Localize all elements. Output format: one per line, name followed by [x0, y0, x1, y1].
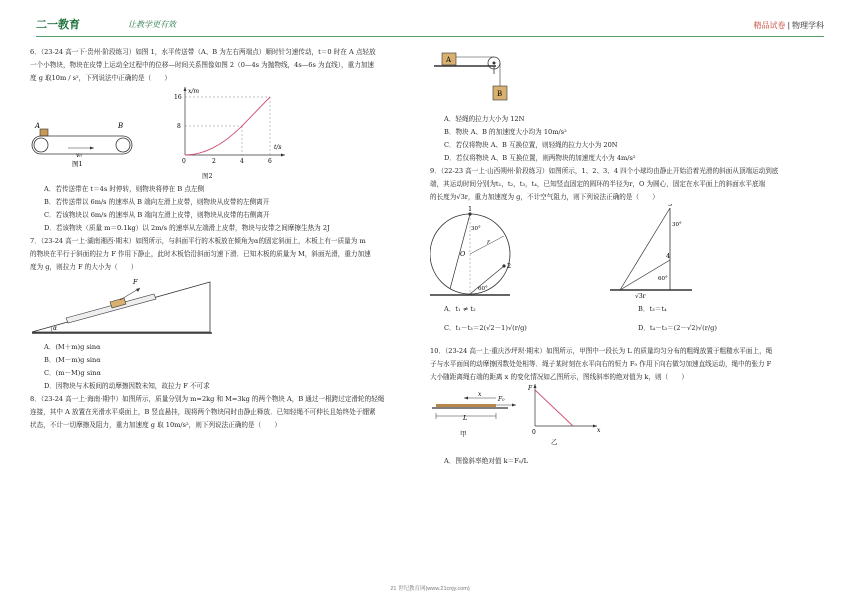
q9-fig-angle-60b: 60° [658, 276, 668, 282]
q10-figure-jia [432, 391, 516, 438]
q6-figure-1 [32, 122, 132, 167]
page-header [0, 0, 860, 40]
q9-fig-label-4: 4 [666, 252, 671, 260]
question-10 [430, 345, 830, 468]
q7-fig-label-alpha: α [53, 325, 58, 332]
q9-incline-figure [610, 204, 692, 298]
q8-option-d: D．若仅将物块 A、B 互换位置，则两物块的加速度大小为 4m/s² [444, 154, 636, 162]
q9-fig-label-1: 1 [468, 205, 473, 213]
fig2-xlabel: t/s [274, 144, 282, 151]
fig2-xtick-2: 2 [212, 158, 216, 165]
q7-option-a: A．(M＋m)g sinα [44, 343, 101, 351]
fig1-label-b: B [118, 122, 124, 130]
fig1-caption: 图1 [72, 160, 83, 167]
fig2-ylabel: x/m [188, 88, 200, 95]
q7-option-c: C．(m－M)g sinα [44, 369, 101, 377]
header-subject [753, 20, 824, 31]
fig2-xtick-6: 6 [268, 158, 272, 165]
q10-stem-2: 子与水平面间的动摩擦因数处处相等．绳子某时刻在水平向右的恒力 F₀ 作用下向右做匀加速直线运动，绳中的张力 F [430, 360, 772, 368]
q9-fig-angle-30b: 30° [672, 222, 682, 228]
q7-fig-label-f: F [133, 278, 138, 286]
fig2-ytick-16: 16 [174, 94, 182, 101]
q6-stem-2: 一个小物块，物块在皮带上运动全过程中的位移—时间关系图像如图 2（0—4s 为抛物线，4s—6s 为直线），重力加速 [30, 61, 375, 69]
q9-fig-label-r: r [487, 239, 490, 246]
q10-fig-label-f0: F₀ [498, 396, 505, 403]
q8-stem-3: 状态，不计一切摩擦及阻力，重力加速度 g 取 10m/s²，则下列说法正确的是（ ） [30, 421, 281, 429]
header-label-b: 物理学科 [792, 21, 824, 30]
site-logo: 二一教育 [36, 19, 80, 31]
fig2-caption: 图2 [202, 172, 213, 180]
q9-stem-1: 9．（22-23 高一上·山西朔州·阶段练习）如图所示，1、2、3、4 四个小球均由静止开始沿着光滑的斜面从顶端运动到底 [430, 167, 779, 175]
page-footer: 21 世纪教育网(www.21cnjy.com) [390, 586, 470, 592]
q9-fig-label-3: 3 [668, 204, 673, 208]
q6-option-b: B．若传送带以 6m/s 的速率从 B 端向左滑上皮带，则物块从皮带的左侧离开 [44, 198, 270, 206]
q10-fig-label-xa: x [597, 427, 601, 434]
q8-fig-label-a: A [446, 56, 452, 64]
q10-fig-label-l: L [463, 414, 468, 422]
header-divider [36, 36, 824, 37]
q7-stem-3: 度为 g，则拉力 F 的大小为（ ） [30, 263, 138, 271]
q9-option-b: B．t₃＝t₄ [638, 305, 667, 313]
q6-option-d: D．若该物块（质量 m＝0.1kg）以 2m/s 的速率从左端滑上皮带，物块与皮带之间摩擦生热为 2J [44, 224, 330, 232]
right-column [430, 46, 830, 468]
q9-fig-angle-60a: 60° [478, 286, 488, 292]
q9-circle-figure [430, 205, 511, 295]
q9-option-a: A．t₁ ≠ t₂ [444, 305, 476, 313]
q7-stem-1: 7．（23-24 高一上·湖南湘西·期末）如图所示，与斜面平行的木板放在倾角为α的固定斜面上，木板上有一质量为 m [30, 237, 366, 245]
q10-figures [430, 384, 690, 450]
left-column [30, 46, 415, 432]
q9-figures [430, 204, 810, 298]
q9-options-row-2 [430, 322, 830, 335]
q9-option-d: D．t₄－t₃＝(2－√2)√(r/g) [638, 324, 717, 332]
question-9 [430, 165, 830, 335]
q9-fig-base: √3r [635, 293, 646, 298]
fig2-xtick-0: 0 [182, 158, 186, 165]
question-8 [30, 393, 415, 432]
q6-figures [30, 85, 290, 167]
fig2-xtick-4: 4 [240, 158, 244, 165]
q10-fig-caption-yi: 乙 [551, 438, 558, 446]
q8-option-a: A．轻绳的拉力大小为 12N [444, 115, 525, 123]
q6-figure-2 [174, 87, 285, 165]
question-6 [30, 46, 415, 235]
site-slogan: 让教学更有效 [128, 20, 176, 29]
q6-option-a: A．若传送带在 t＝4s 时停转，则物块将停在 B 点左侧 [44, 185, 205, 193]
fig1-label-a: A [35, 122, 41, 130]
q8-option-b: B．物块 A、B 的加速度大小均为 10m/s² [444, 128, 567, 136]
q8-fig-label-b: B [497, 90, 503, 98]
q7-stem-2: 的物块在平行于斜面的拉力 F 作用下静止，此时木板恰沿斜面匀速下滑．已知木板的质量为 M，斜面光滑，重力加速 [30, 250, 371, 258]
question-7 [30, 235, 415, 393]
q10-figure-yi [527, 384, 601, 446]
q10-stem-3: 大小随距离绳右端的距离 x 的变化情况如乙图所示，图线斜率的绝对值为 k，则（ ） [430, 373, 688, 381]
q8-stem-1: 8．（23-24 高一上·海南·期中）如图所示，质量分别为 m=2kg 和 M=3kg 的两个物块 A，B 通过一根跨过定滑轮的轻绳 [30, 395, 385, 403]
fig2-ytick-8: 8 [177, 123, 181, 130]
q8-stem-2: 连接，其中 A 放置在光滑水平桌面上，B 竖直悬挂，现将两个物块同时由静止释放．已知轻绳不可伸长且始终处于绷紧 [30, 408, 376, 416]
q8-figure [434, 46, 544, 108]
q8-option-c: C．若仅将物块 A、B 互换位置，则轻绳的拉力大小为 20N [444, 141, 618, 149]
q9-options-row-1 [430, 303, 830, 316]
q9-option-c: C．t₁－t₃＝2(√2－1)√(r/g) [444, 324, 527, 332]
q7-figure [30, 274, 230, 336]
q10-fig-label-f: F [528, 385, 533, 392]
q9-stem-3: 的长度为√3r，重力加速度为 g，不计空气阻力，则下列说法正确的是（ ） [430, 193, 659, 201]
q10-option-a: A．图像斜率绝对值 k＝F₀/L [444, 457, 529, 465]
q10-stem-1: 10．（23-24 高一上·重庆沙坪坝·期末）如图所示，甲图中一段长为 L 的质量均匀分布的粗绳放置于粗糙水平面上，绳 [430, 347, 773, 355]
q10-fig-caption-jia: 甲 [460, 430, 467, 438]
header-separator: | [787, 21, 790, 30]
q9-fig-angle-30a: 30° [471, 226, 481, 232]
q6-option-c: C．若该物块以 6m/s 的速率从 B 端向左滑上皮带，则物块从皮带的右侧离开 [44, 211, 270, 219]
q9-fig-label-o: O [460, 250, 466, 258]
q6-stem-1: 6．（23-24 高一下·贵州·阶段练习）如图 1，水平传送带（A、B 为左右两端点）顺时针匀速传动，t＝0 时在 A 点轻放 [30, 48, 376, 56]
fig1-label-v: v₀ [76, 152, 82, 159]
q10-fig-label-x: x [478, 391, 482, 398]
q10-fig-label-0: 0 [532, 429, 536, 436]
q9-fig-label-2: 2 [507, 262, 512, 270]
header-label-a: 精品试卷 [753, 21, 786, 30]
q7-option-b: B．(M－m)g sinα [44, 356, 101, 364]
q6-stem-3: 度 g 取10m / s²，下列说法中正确的是（ ） [30, 74, 171, 82]
q7-option-d: D．因物块与木板间的动摩擦因数未知，故拉力 F 不可求 [44, 382, 210, 390]
q9-stem-2: 端，其运动时间分别为t₁，t₂，t₃，t₄，已知竖直固定的圆环的半径为r，O 为圆心，固定在水平面上的斜面水平底端 [430, 180, 766, 188]
